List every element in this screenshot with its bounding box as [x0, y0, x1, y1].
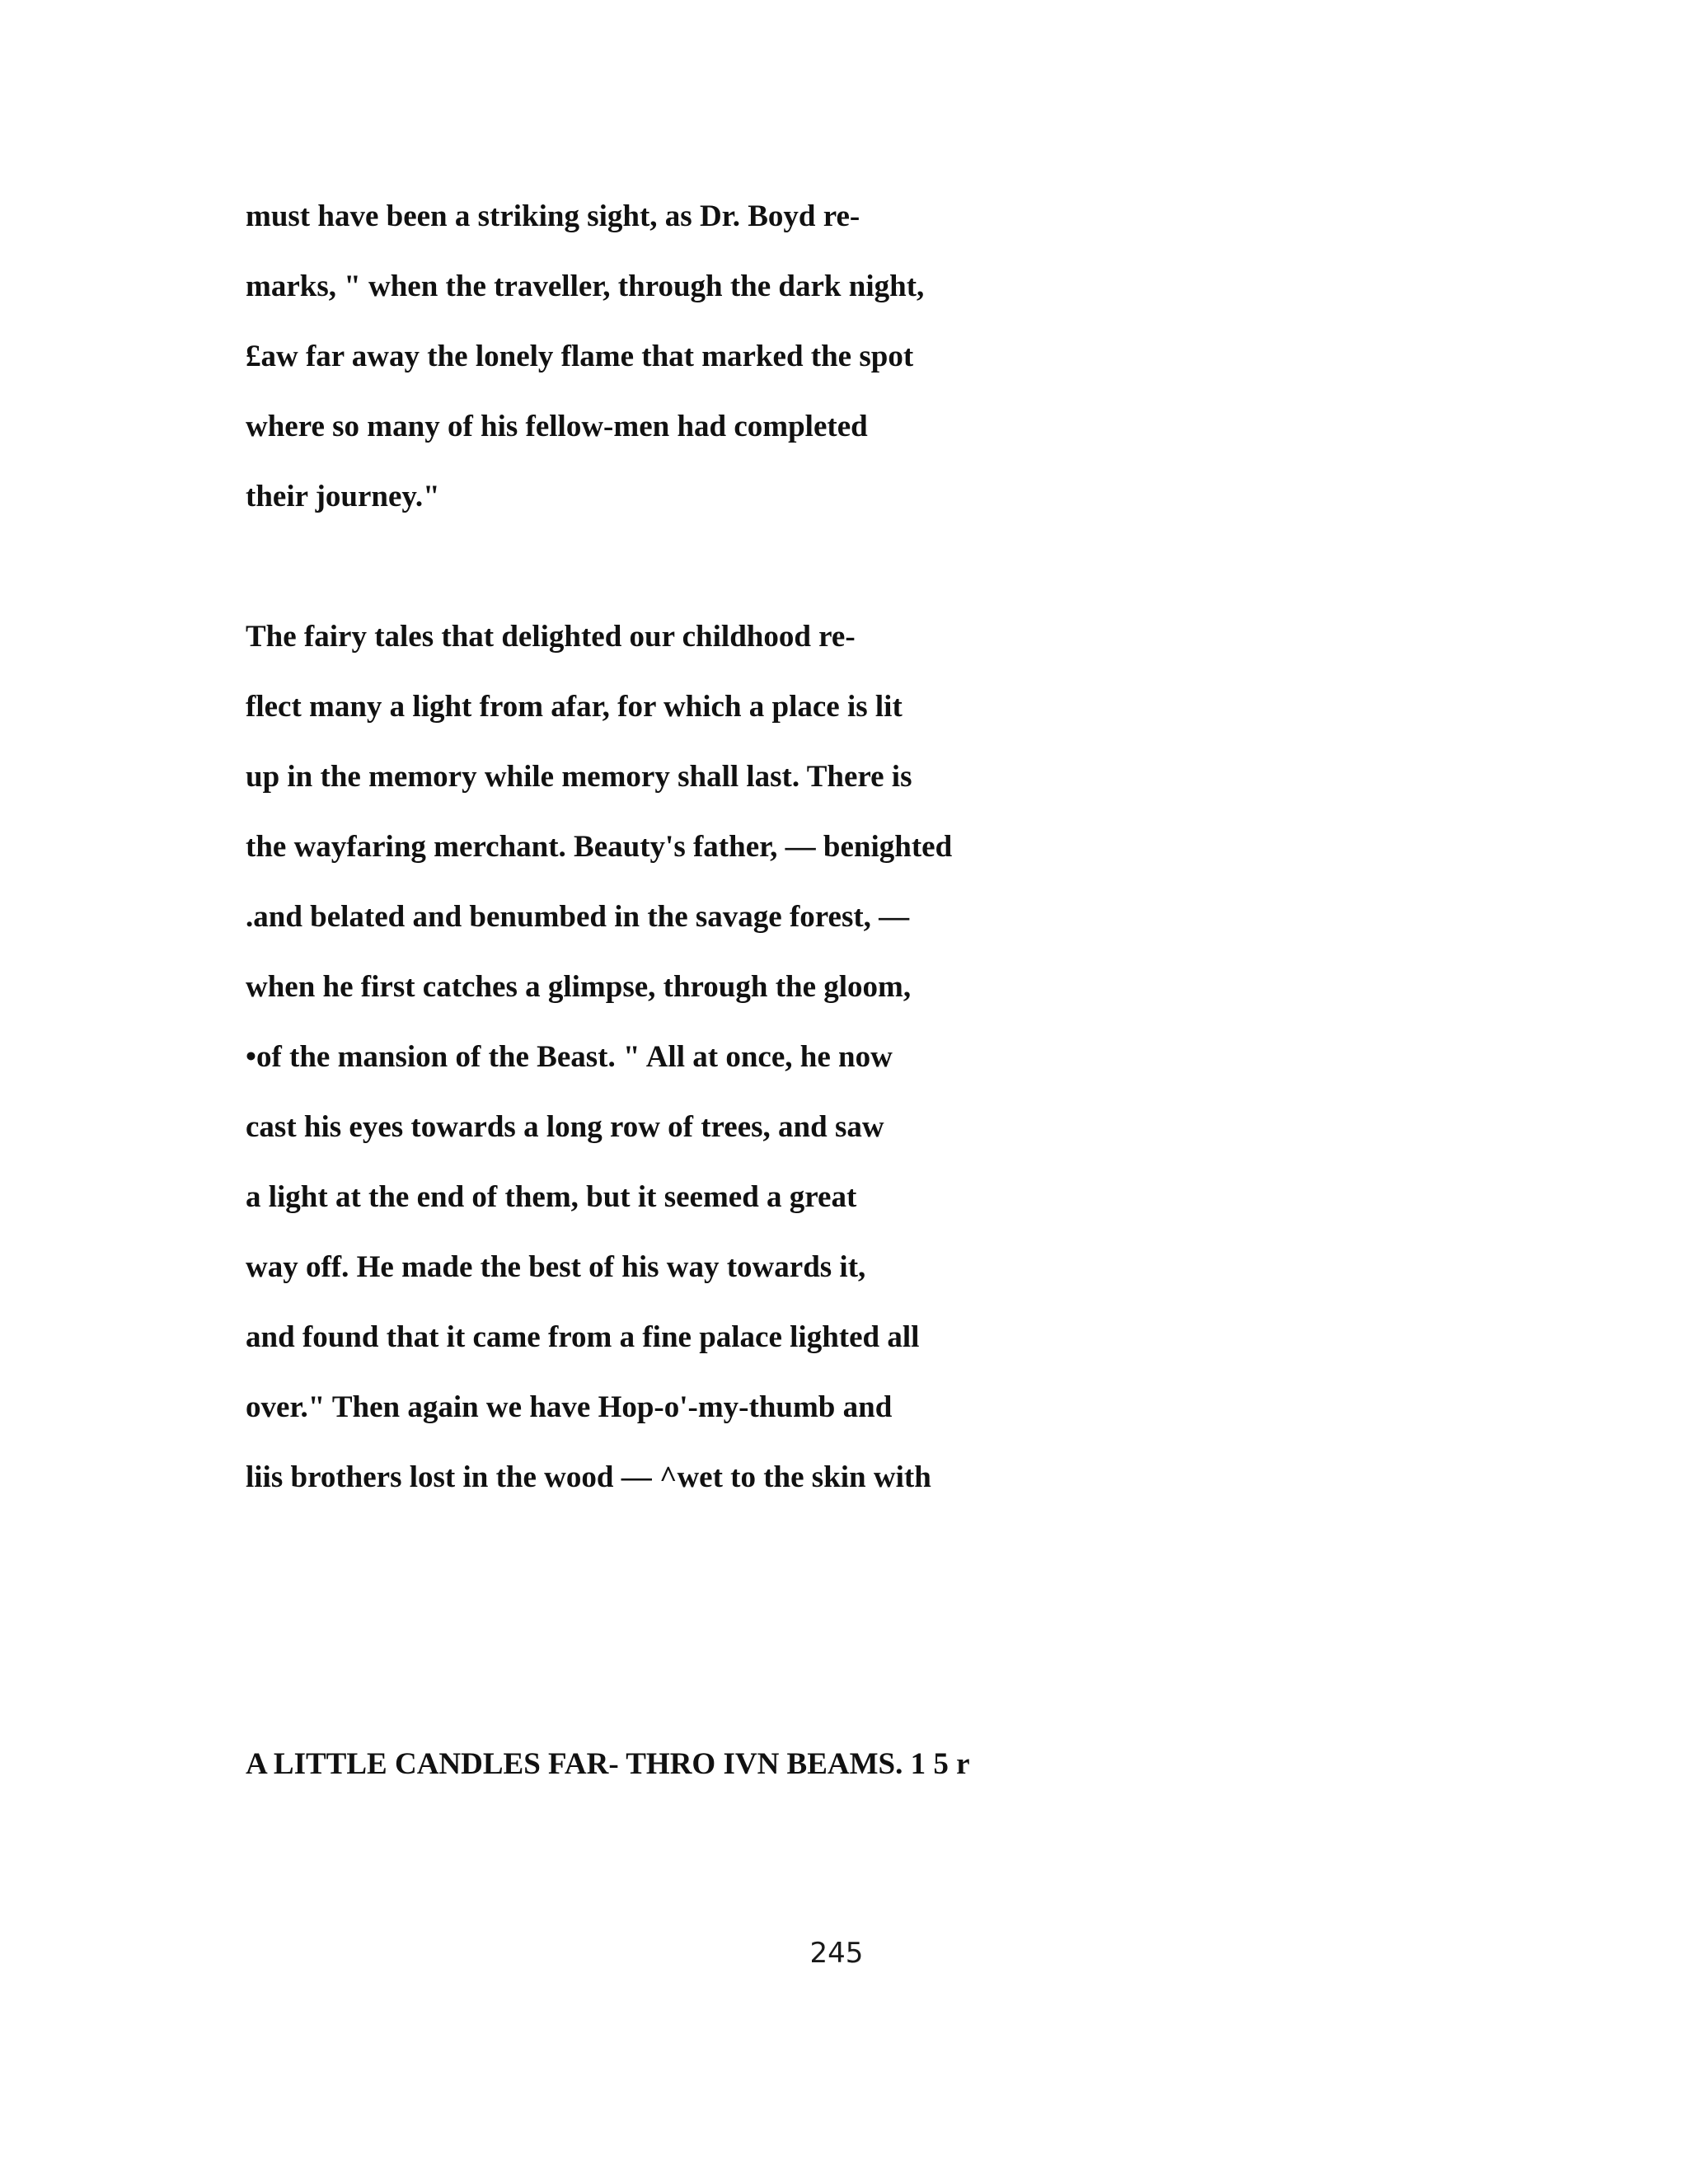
text-line: •of the mansion of the Beast. " All at once, he now	[246, 1040, 893, 1074]
text-line: The fairy tales that delighted our childhood re-	[246, 620, 856, 654]
text-line: a light at the end of them, but it seemed a great	[246, 1180, 857, 1214]
text-line: when he first catches a glimpse, through the gloom,	[246, 970, 912, 1004]
paragraph-2	[246, 602, 1482, 1512]
text-line: way off. He made the best of his way towards it,	[246, 1250, 866, 1284]
text-line: .and belated and benumbed in the savage forest, —	[246, 900, 910, 934]
running-header: A LITTLE CANDLES FAR- THRO IVN BEAMS. 1 5 r	[246, 1747, 970, 1781]
text-line: where so many of his fellow-men had completed	[246, 410, 868, 443]
text-line: the wayfaring merchant. Beauty's father, — benighted	[246, 830, 953, 864]
page-number: 245	[809, 1937, 864, 1970]
text-line: and found that it came from a fine palace lighted all	[246, 1320, 920, 1354]
text-line: must have been a striking sight, as Dr. Boyd re-	[246, 199, 860, 233]
text-line: marks, " when the traveller, through the dark night,	[246, 269, 925, 303]
text-line: up in the memory while memory shall last. There is	[246, 760, 912, 794]
text-line: over." Then again we have Hop-o'-my-thumb and	[246, 1390, 893, 1424]
text-line: flect many a light from afar, for which a place is lit	[246, 690, 903, 724]
text-line: £aw far away the lonely flame that marked the spot	[246, 340, 914, 373]
text-line: liis brothers lost in the wood — ^wet to the skin with	[246, 1460, 931, 1494]
text-line: their journey."	[246, 480, 440, 513]
text-line: cast his eyes towards a long row of trees, and saw	[246, 1110, 884, 1144]
paragraph-1	[246, 181, 1482, 532]
